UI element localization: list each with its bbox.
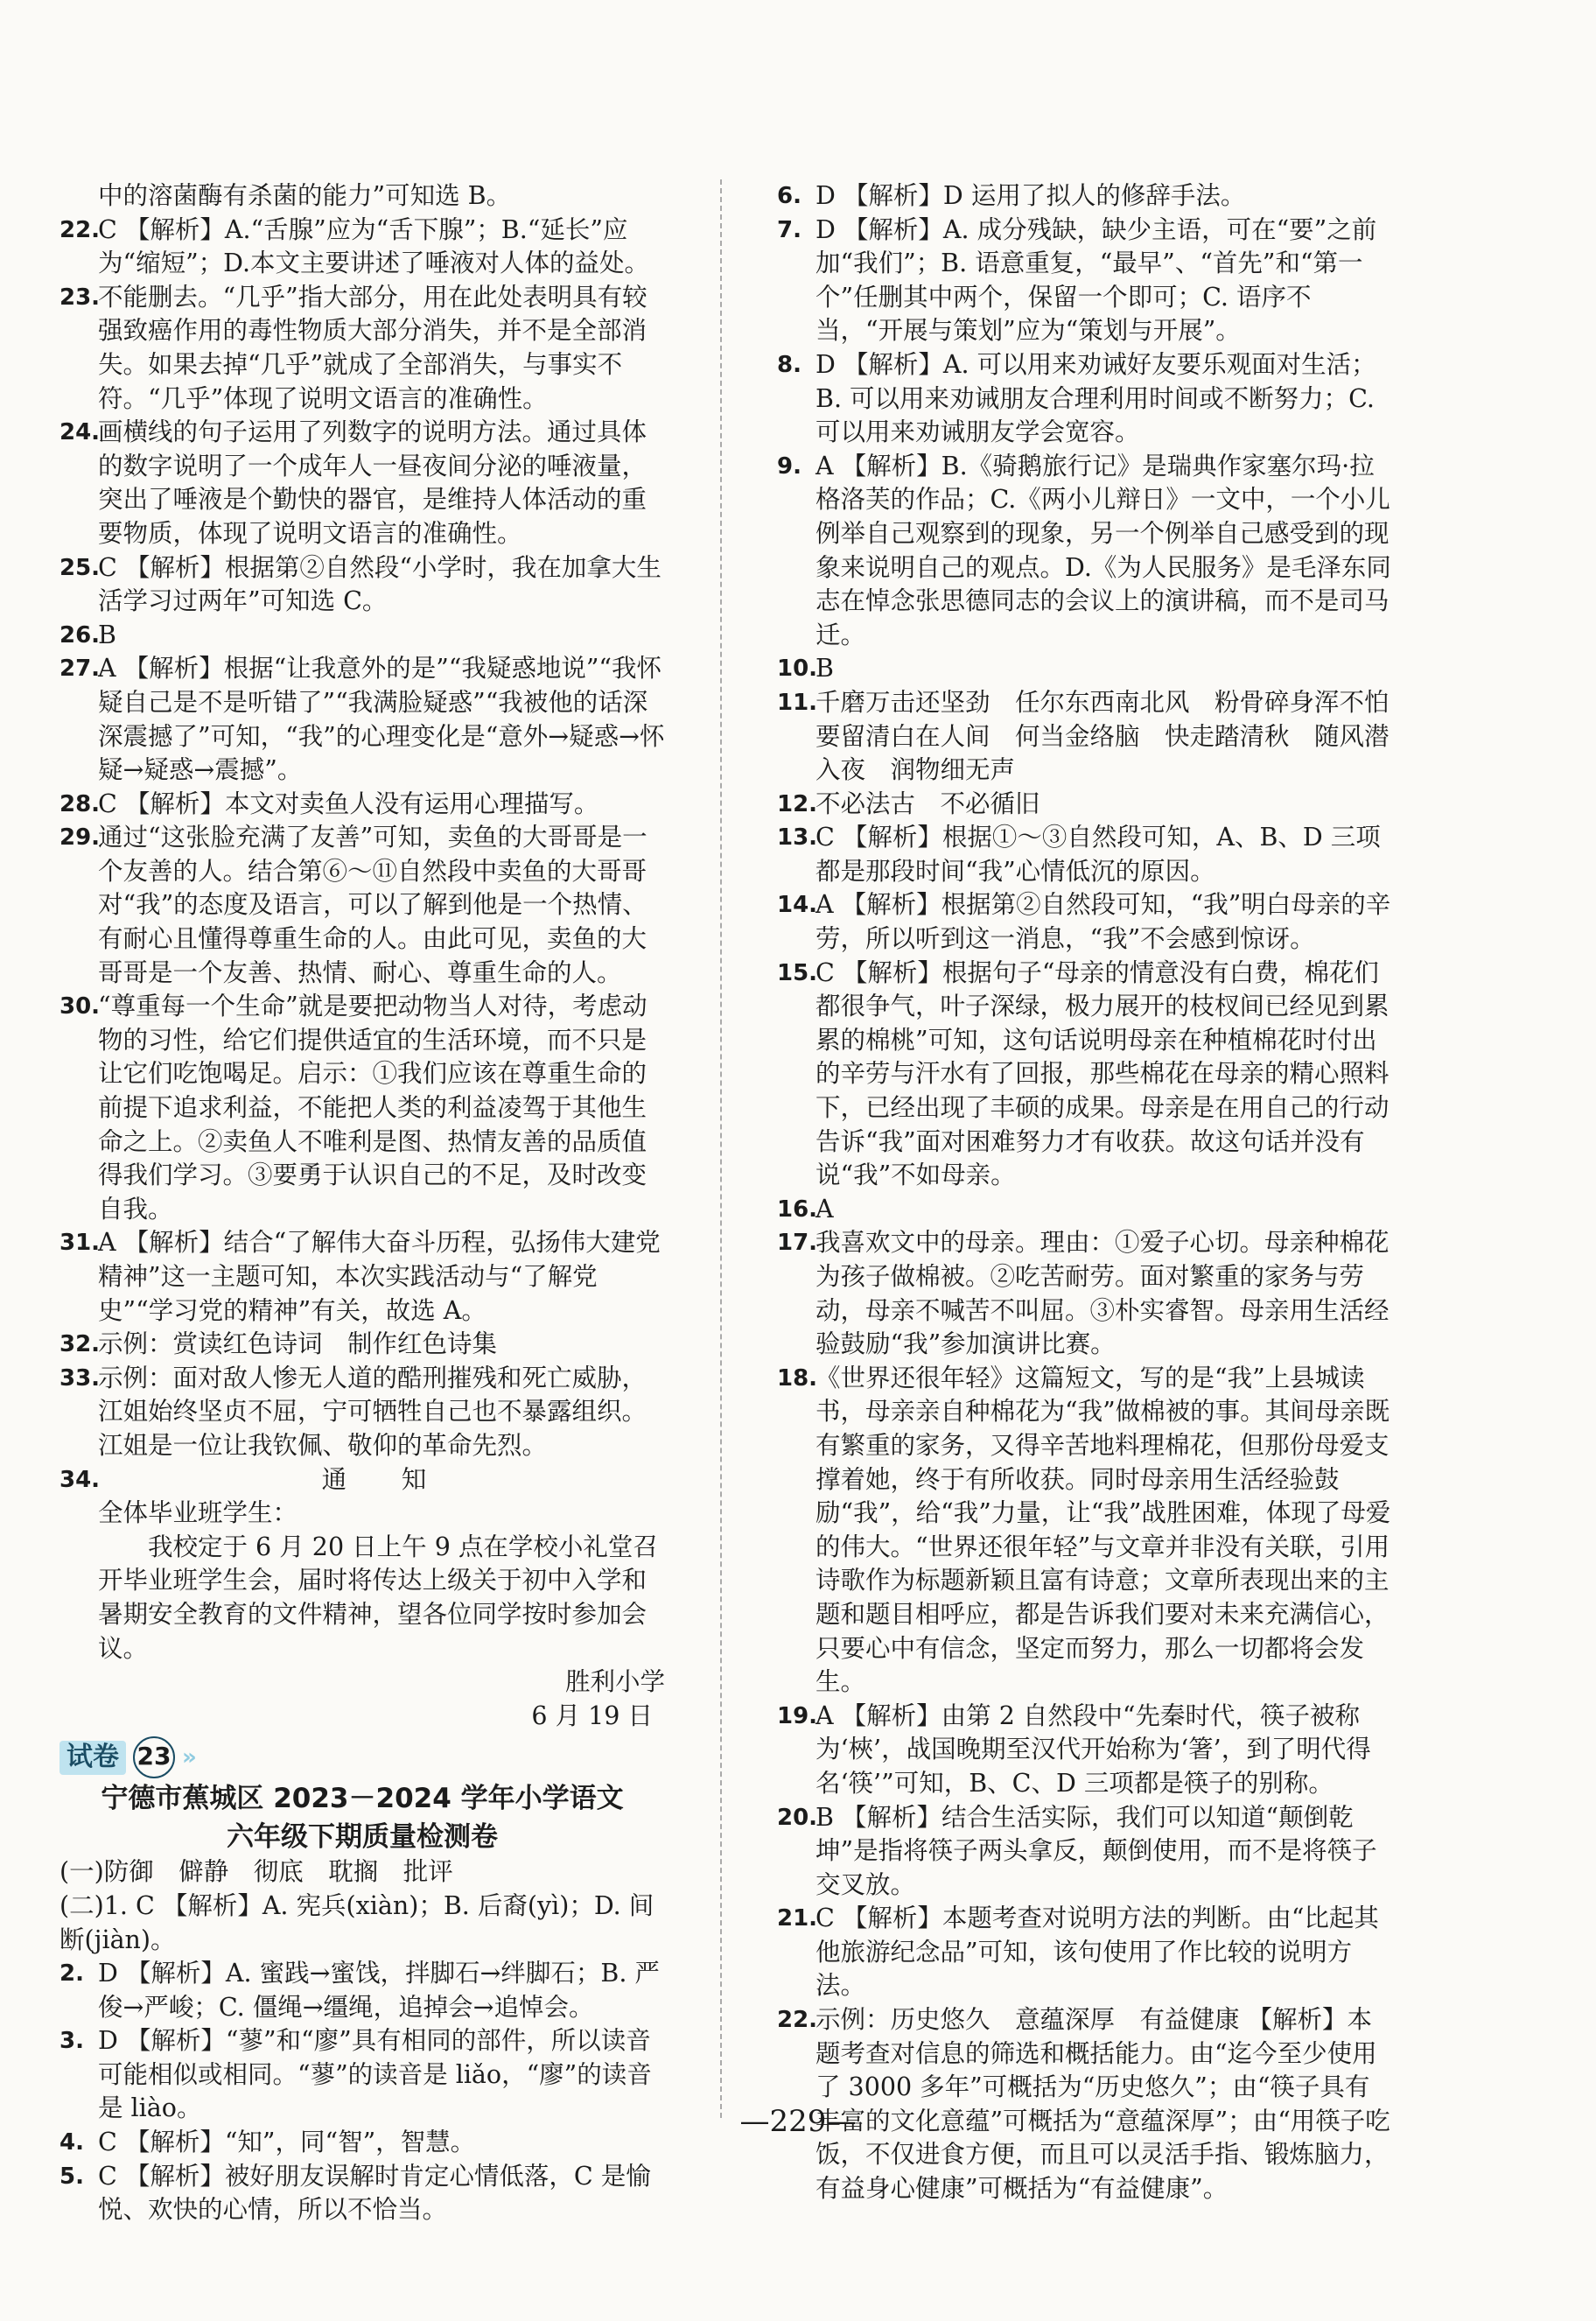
answer-s2-18: 18. 《世界还很年轻》这篇短文，写的是“我”上县城读书，母亲亲自种棉花为“我”做棉被的事。其间母亲既有繁重的家务，又得辛苦地料理棉花，但那份母爱支撑着她，终于有所收获。同时母亲用生活经验鼓励“我”，给“我”力量，让“我”战胜困难，体现了母爱的伟大。“世界还很年轻”与文章并非没有关联，引用诗歌作为标题新颖且富有诗意；文章所表现出来的主题和题目相呼应，都是告诉我们要对未来充满信心，只要心中有信念，坚定而努力，那么一切都将会发生。 [777, 1363, 1391, 1697]
answer-33: 33. 示例：面对敌人惨无人道的酷刑摧残和死亡威胁，江姐始终坚贞不屈，宁可牺牲自己也不暴露组织。江姐是一位让我钦佩、敬仰的革命先烈。 [60, 1363, 648, 1460]
answer-s2-7: 7. D 【解析】A. 成分残缺，缺少主语，可在“要”之前加“我们”；B. 语意重复，“最早”、“首先”和“第一个”任删其中两个，保留一个即可；C. 语序不当，“开展与策划”应为“策划与开展”。 [777, 214, 1377, 346]
answer-s2-3: 3. D 【解析】“蓼”和“廖”具有相同的部件，所以读音可能相似或相同。“蓼”的读音是 liǎo，“廖”的读音是 liào。 [60, 2026, 652, 2123]
chevrons-right-icon: » [182, 1744, 197, 1771]
answer-28: 28. C 【解析】本文对卖鱼人没有运用心理描写。 [60, 789, 599, 818]
answer-24: 24. 画横线的句子运用了列数字的说明方法。通过具体的数字说明了一个成年人一昼夜间分泌的唾液量，突出了唾液是个勤快的器官，是维持人体活动的重要物质，体现了说明文语言的准确性。 [60, 417, 648, 548]
continued-answer: 中的溶菌酶有杀菌的能力”可知选 B。 [98, 181, 512, 210]
answer-s2-22: 22. 示例：历史悠久 意蕴深厚 有益健康 【解析】本题考查对信息的筛选和概括能力。由“迄今至少使用了 3000 多年”可概括为“历史悠久”；由“筷子具有丰富的文化意蕴”可概括为“意蕴深厚”；由“用筷子吃饭，不仅进食方便，而且可以灵活手指、锻炼脑力，有益身心健康”可概括为“有益健康”。 [777, 2005, 1390, 2204]
exam-title-line-2: 六年级下期质量检测卷 [227, 1821, 498, 1854]
answer-25: 25. C 【解析】根据第②自然段“小学时，我在加拿大生活学习过两年”可知选 C。 [60, 552, 662, 616]
answer-s2-19: 19. A 【解析】由第 2 自然段中“先秦时代，筷子被称为‘梜’，战国晚期至汉代开始称为‘箸’，到了明代得名‘筷’”可知，B、C、D 三项都是筷子的别称。 [777, 1700, 1371, 1798]
answer-22: 22. C 【解析】A.“舌腺”应为“舌下腺”；B.“延长”应为“缩短”；D.本文主要讲述了唾液对人体的益处。 [60, 214, 650, 278]
section-one-answers: (一)防御 僻静 彻底 耽搁 批评 [60, 1857, 453, 1887]
test-paper-badge [60, 1736, 197, 1778]
answer-s2-14: 14. A 【解析】根据第②自然段可知，“我”明白母亲的辛劳，所以听到这一消息，“我”不会感到惊讶。 [777, 890, 1391, 954]
answer-s2-21: 21. C 【解析】本题考查对说明方法的判断。由“比起其他旅游纪念品”可知，该句使用了作比较的说明方法。 [777, 1904, 1379, 2001]
notice-body: 我校定于 6 月 20 日上午 9 点在学校小礼堂召开毕业班学生会，届时将传达上级关于初中入学和暑期安全教育的文件精神，望各位同学按时参加会议。 [98, 1532, 658, 1663]
answer-32: 32. 示例：赏读红色诗词 制作红色诗集 [60, 1329, 498, 1359]
answer-s2-10: 10. B [777, 654, 834, 684]
notice-salutation: 全体毕业班学生： [98, 1498, 298, 1528]
answer-s2-6: 6. D 【解析】D 运用了拟人的修辞手法。 [777, 181, 1246, 210]
answer-s2-17: 17. 我喜欢文中的母亲。理由：①爱子心切。母亲种棉花为孩子做棉被。②吃苦耐劳。面对繁重的家务与劳动，母亲不喊苦不叫屈。③朴实睿智。母亲用生活经验鼓励“我”参加演讲比赛。 [777, 1228, 1390, 1359]
answer-s2-5: 5. C 【解析】被好朋友误解时肯定心情低落，C 是愉悦、欢快的心情，所以不恰当。 [60, 2161, 651, 2225]
badge-number: 23 [133, 1736, 175, 1778]
answer-s2-2: 2. D 【解析】A. 蜜践→蜜饯，拌脚石→绊脚石；B. 严俊→严峻；C. 僵绳→缰绳，追掉会→追悼会。 [60, 1959, 660, 2022]
section-two-answer-1: (二)1. C 【解析】A. 宪兵(xiàn)；B. 后裔(yì)；D. 间断(jiàn)。 [60, 1890, 654, 1954]
notice-signer: 胜利小学 [564, 1667, 665, 1697]
answer-31: 31. A 【解析】结合“了解伟大奋斗历程，弘扬伟大建党精神”这一主题可知，本次实践活动与“了解党史”“学习党的精神”有关，故选 A。 [60, 1228, 661, 1325]
answer-s2-4: 4. C 【解析】“知”，同“智”，智慧。 [60, 2128, 476, 2157]
answer-29: 29. 通过“这张脸充满了友善”可知，卖鱼的大哥哥是一个友善的人。结合第⑥～⑪自然段中卖鱼的大哥哥对“我”的态度及语言，可以了解到他是一个热情、有耐心且懂得尊重生命的人。由此可见，卖鱼的大哥哥是一个友善、热情、耐心、尊重生命的人。 [60, 823, 648, 987]
answer-s2-15: 15. C 【解析】根据句子“母亲的情意没有白费，棉花们都很争气，叶子深绿，极力展开的枝杈间已经见到累累的棉桃”可知，这句话说明母亲在种植棉花时付出的辛劳与汗水有了回报，那些棉花在母亲的精心照料下，已经出现了丰硕的成果。母亲是在用自己的行动告诉“我”面对困难努力才有收获。故这句话并没有说“我”不如母亲。 [777, 957, 1390, 1190]
badge-label: 试卷 [60, 1741, 126, 1775]
answer-27: 27. A 【解析】根据“让我意外的是”“我疑惑地说”“我怀疑自己是不是听错了”“我满脸疑惑”“我被他的话深深震撼了”可知，“我”的心理变化是“意外→疑惑→怀疑→疑惑→震撼”。 [60, 654, 665, 785]
right-column [777, 179, 1415, 2206]
answer-s2-9: 9. A 【解析】B.《骑鹅旅行记》是瑞典作家塞尔玛·拉格洛芙的作品；C.《两小儿辩日》一文中，一个小儿例举自己观察到的现象，另一个例举自己感受到的现象来说明自己的观点。D.《为人民服务》是毛泽东同志在悼念张思德同志的会议上的演讲稿，而不是司马迁。 [777, 451, 1391, 649]
answer-23: 23. 不能删去。“几乎”指大部分，用在此处表明具有较强致癌作用的毒性物质大部分消失，并不是全部消失。如果去掉“几乎”就成了全部消失，与事实不符。“几乎”体现了说明文语言的准确性。 [60, 282, 648, 413]
answer-s2-16: 16. A [777, 1194, 834, 1224]
page-number: —229— [739, 2104, 857, 2139]
notice-title: 通 知 [321, 1464, 442, 1494]
column-divider [720, 179, 722, 2118]
answer-30: 30. “尊重每一个生命”就是要把动物当人对待，考虑动物的习性，给它们提供适宜的生活环境，而不只是让它们吃饱喝足。启示：①我们应该在尊重生命的前提下追求利益，不能把人类的利益凌驾于其他生命之上。②卖鱼人不唯利是图、热情友善的品质值得我们学习。③要勇于认识自己的不足，及时改变自我。 [60, 992, 648, 1224]
left-column [60, 179, 665, 2227]
answer-26: 26. B [60, 620, 116, 649]
answer-s2-20: 20. B 【解析】结合生活实际，我们可以知道“颠倒乾坤”是指将筷子两头拿反，颠倒使用，而不是将筷子交叉放。 [777, 1802, 1377, 1899]
answer-s2-13: 13. C 【解析】根据①～③自然段可知，A、B、D 三项都是那段时间“我”心情低沉的原因。 [777, 823, 1381, 886]
notice-date: 6 月 19 日 [531, 1700, 653, 1730]
answer-s2-11: 11. 千磨万击还坚劲 任尔东西南北风 粉骨碎身浑不怕 要留清白在人间 何当金络脑 快走踏清秋 随风潜入夜 润物细无声 [777, 687, 1415, 785]
answer-s2-12: 12. 不必法古 不必循旧 [777, 789, 1040, 818]
answer-34-notice: 34. 通 知 全体毕业班学生： 我校定于 6 月 20 日上午 9 点在学校小礼堂召开毕业班学生会，届时将传达上级关于初中入学和暑期安全教育的文件精神，望各位同学按时参加会议。 胜利小学 6 月 19 日 [60, 1463, 665, 1734]
exam-title-line-1: 宁德市蕉城区 2023－2024 学年小学语文 [101, 1783, 624, 1815]
answer-s2-8: 8. D 【解析】A. 可以用来劝诫好友要乐观面对生活；B. 可以用来劝诫朋友合理利用时间或不断努力；C. 可以用来劝诫朋友学会宽容。 [777, 349, 1376, 447]
